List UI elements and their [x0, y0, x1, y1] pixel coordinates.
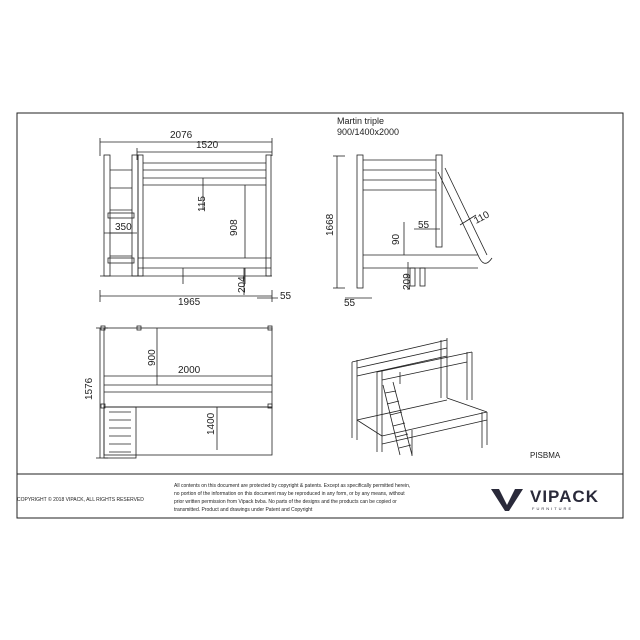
- dim-350: 350: [115, 222, 132, 233]
- drawing-size: 900/1400x2000: [337, 127, 400, 137]
- vipack-logo-icon: [489, 485, 525, 513]
- dim-1576: 1576: [84, 377, 95, 400]
- dim-1400: 1400: [206, 412, 217, 435]
- isometric-view: [352, 338, 487, 456]
- dim-900: 900: [147, 349, 158, 366]
- dim-209: 209: [402, 273, 413, 290]
- dim-110: 110: [472, 209, 492, 227]
- dim-908: 908: [229, 219, 240, 236]
- copyright-text: COPYRIGHT © 2018 VIPACK, ALL RIGHTS RESERVED: [17, 497, 144, 503]
- dim-115: 115: [197, 196, 208, 212]
- product-code: PISBMA: [530, 451, 561, 460]
- dim-1668: 1668: [325, 213, 336, 236]
- brand-name: VIPACK: [530, 487, 599, 506]
- dim-55-side-bottom: 55: [344, 298, 356, 309]
- drawing-title: Martin triple: [337, 116, 385, 126]
- legal-line: no portion of the information on this document may be reproduced in any form, or by any means, without: [174, 491, 405, 497]
- dim-1965: 1965: [178, 297, 201, 308]
- legal-line: prior written permission from Vipack bvba. No parts of the designs and the products can be copied or: [174, 499, 397, 505]
- brand-subtitle: FURNITURE: [532, 506, 574, 511]
- dim-1520: 1520: [196, 140, 219, 151]
- dim-55-side-top: 55: [418, 220, 430, 231]
- dim-2076: 2076: [170, 130, 193, 141]
- legal-notice: [174, 482, 474, 514]
- top-view: [96, 326, 272, 458]
- dim-90: 90: [391, 233, 402, 245]
- front-view: [100, 138, 278, 302]
- dim-2000: 2000: [178, 365, 201, 376]
- dim-55-front: 55: [280, 291, 292, 302]
- legal-line: transmitted. Product and drawings under Patent and Copyright: [174, 507, 313, 513]
- dim-204: 204: [237, 276, 248, 293]
- legal-line: All contents on this document are protected by copyright & patents. Except as specifically permitted herein,: [174, 483, 411, 489]
